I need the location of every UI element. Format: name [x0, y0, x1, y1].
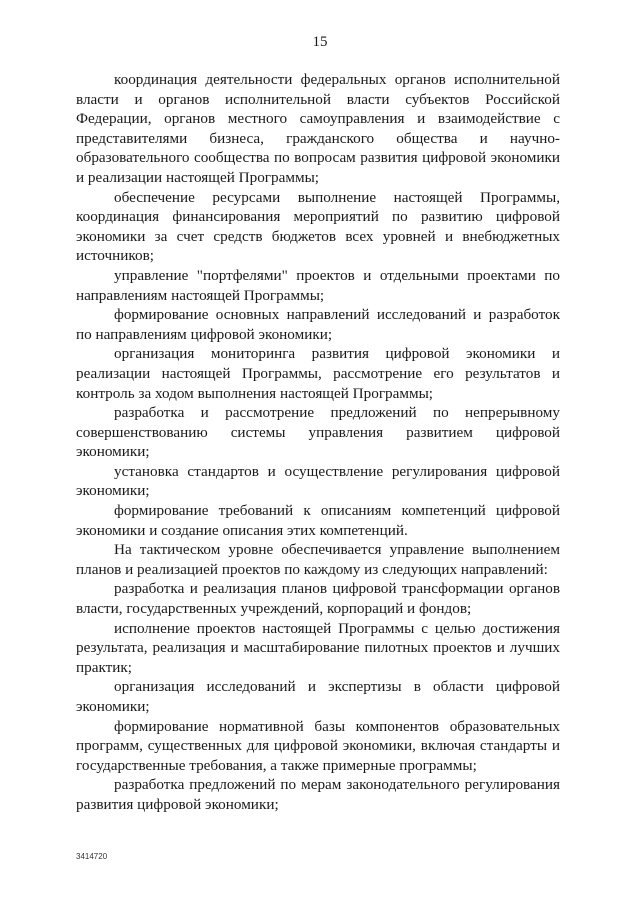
document-body [76, 70, 560, 815]
paragraph: разработка и реализация планов цифровой трансформации органов власти, государственных учреждений, корпораций и фондов; [76, 580, 560, 618]
paragraph: На тактическом уровне обеспечивается управление выполнением планов и реализацией проектов по каждому из следующих направлений: [76, 541, 560, 578]
page-number: 15 [312, 34, 328, 50]
paragraph: управление "портфелями" проектов и отдельными проектами по направлениям настоящей Программы; [76, 266, 560, 304]
document-code: 3414720 [76, 852, 108, 861]
paragraph: формирование основных направлений исследований и разработок по направлениям цифровой экономики; [76, 306, 560, 343]
paragraph: разработка предложений по мерам законодательного регулирования развития цифровой экономики; [76, 776, 560, 813]
paragraph: организация исследований и экспертизы в области цифровой экономики; [76, 678, 560, 715]
paragraph: исполнение проектов настоящей Программы с целью достижения результата, реализация и масштабирование пилотных проектов и лучших практик; [76, 619, 560, 676]
paragraph: формирование нормативной базы компонентов образовательных программ, существенных для цифровой экономики, включая стандарты и государственные требования, а также примерные программы; [76, 717, 560, 774]
paragraph: формирование требований к описаниям компетенций цифровой экономики и создание описания этих компетенций. [76, 502, 560, 539]
paragraph: установка стандартов и осуществление регулирования цифровой экономики; [76, 462, 560, 500]
paragraph: обеспечение ресурсами выполнение настоящей Программы, координация финансирования мероприятий по развитию цифровой экономики за счет средств бюджетов всех уровней и внебюджетных источников; [76, 188, 560, 265]
paragraph: разработка и рассмотрение предложений по непрерывному совершенствованию системы управления развитием цифровой экономики; [76, 404, 560, 461]
paragraph: организация мониторинга развития цифровой экономики и реализации настоящей Программы, рассмотрение его результатов и контроль за ходом выполнения настоящей Программы; [76, 345, 560, 402]
paragraph: координация деятельности федеральных органов исполнительной власти и органов исполнительной власти субъектов Российской Федерации, органов местного самоуправления и взаимодействие с представителями бизнеса, гражданского общества и научно-образовательного сообщества по вопросам развития цифровой экономики и реализации настоящей Программы; [76, 71, 560, 186]
